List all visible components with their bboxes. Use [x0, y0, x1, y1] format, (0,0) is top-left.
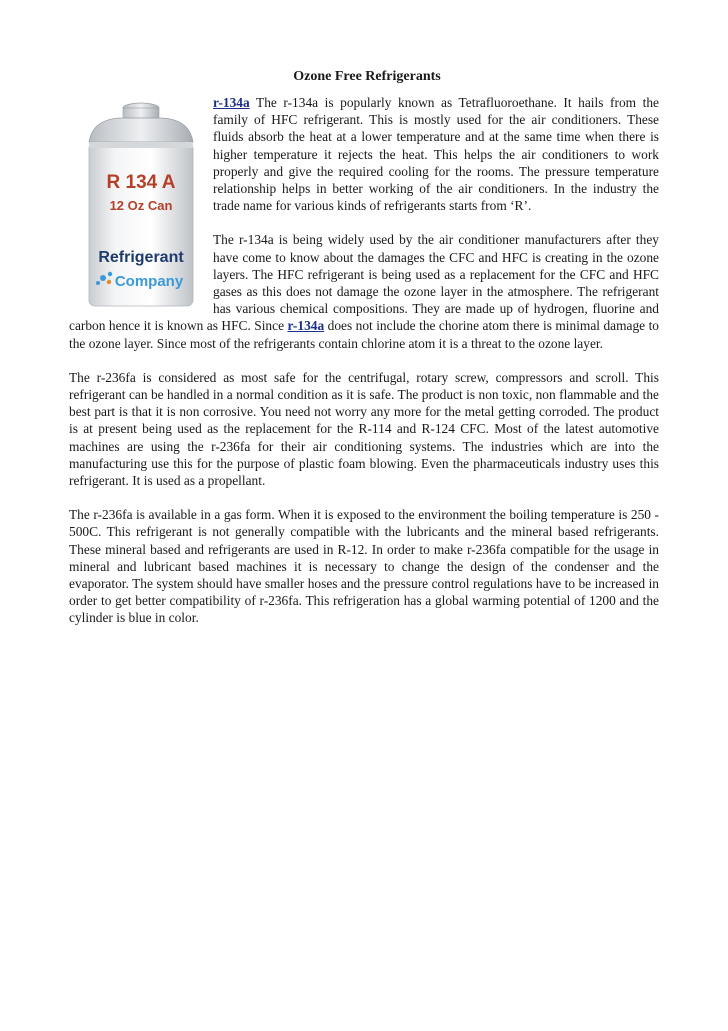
- can-brand-company: Company: [114, 273, 184, 290]
- paragraph-3: The r-236fa is considered as most safe for the centrifugal, rotary screw, compressors and scroll. This refrigerant can be handled in a normal condition as it is safe. The product is non toxic, non flammable and the best part is that it is non corrosive. You need not worry any more for the metal getting corroded. The product is at present being used as the replacement for the R-114 and R-124 CFC. Most of the latest automotive machines are using the r-236fa for their air conditioning systems. The industries which are into the manufacturing use this for the purpose of plastic foam blowing. Even the pharmaceuticals industry uses this refrigerant. It is used as a propellant.: [69, 369, 659, 489]
- can-label-size: 12 Oz Can: [109, 198, 173, 213]
- can-label-r134a: R 134 A: [106, 172, 176, 193]
- refrigerant-can-image: [79, 96, 203, 310]
- paragraph-2: The r-134a is being widely used by the air conditioner manufacturers after they have come to know about the damages the CFC and HFC is creating in the ozone layers. The HFC refrigerant is being used as a replacement for the CFC and HFC gases as this does not damage the ozone layer in the atmosphere. The refrigerant has various chemical compositions. They are made up of hydrogen, fluorine and carbon hence it is known as HFC. Since r-134a does not include the chorine atom there is minimal damage to the ozone layer. Since most of the refrigerants contain chlorine atom it is a threat to the ozone layer.: [69, 232, 659, 351]
- r134a-link[interactable]: r-134a: [213, 95, 250, 110]
- can-brand-refrigerant: Refrigerant: [98, 249, 184, 266]
- paragraph-4: The r-236fa is available in a gas form. When it is exposed to the environment the boiling temperature is 250 - 500C. This refrigerant is not generally compatible with the lubricants and the mineral based refrigerants. These mineral based and refrigerants are used in R-12. In order to make r-236fa compatible for the usage in mineral and lubricant based machines it is necessary to change the design of the condenser and the evaporator. The system should have smaller hoses and the pressure control regulations have to be increased in order to get better compatibility of r-236fa. This refrigeration has a global warming potential of 1200 and the cylinder is blue in color.: [69, 507, 659, 626]
- r134a-link-inline[interactable]: r-134a: [287, 318, 325, 334]
- paragraph-1: r-134a The r-134a is popularly known as Tetrafluoroethane. It hails from the family of HFC refrigerant. This is mostly used for the air conditioners. These fluids absorb the heat at a lower temperature and at the same time when there is higher temperature it rejects the heat. This helps the air conditioners to work properly and give the required cooling for the rooms. The pressure temperature relationship helps in better working of the air conditioners. In the industry the trade name for various kinds of refrigerants starts from ‘R’.: [213, 95, 659, 214]
- document-title: Ozone Free Refrigerants: [293, 69, 441, 84]
